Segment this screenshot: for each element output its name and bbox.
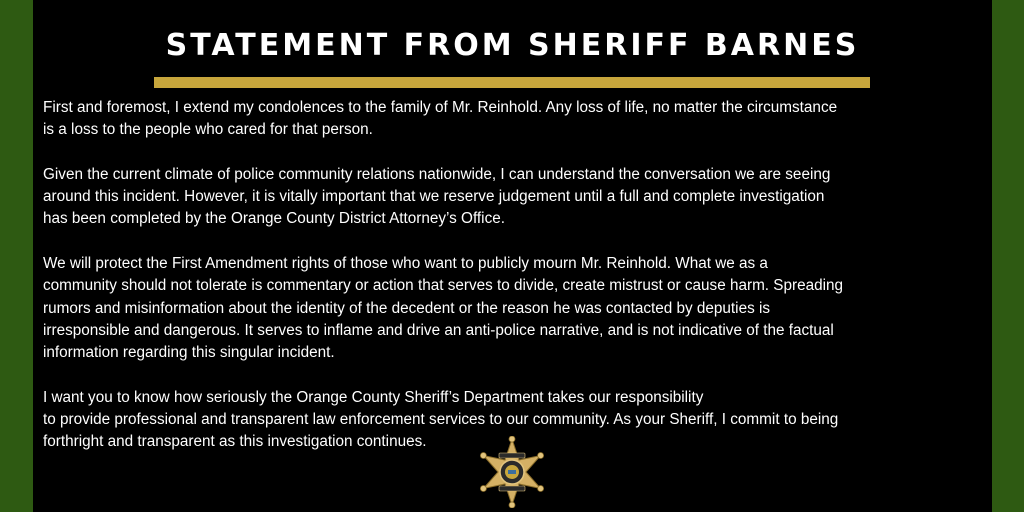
statement-line: has been completed by the Orange County District Attorney’s Office. — [43, 210, 505, 228]
statement-paragraph-3 — [43, 253, 983, 364]
statement-line: First and foremost, I extend my condolences to the family of Mr. Reinhold. Any loss of life, no matter the circumstance — [43, 99, 838, 116]
statement-line: around this incident. However, it is vitally important that we reserve judgement until a full and complete investigation — [43, 188, 825, 206]
sheriff-star-badge-icon — [476, 436, 548, 508]
statement-line: Given the current climate of police community relations nationwide, I can understand the conversation we are seeing — [43, 165, 831, 183]
statement-line: forthright and transparent as this investigation continues. — [43, 433, 427, 451]
statement-line: community should not tolerate is commentary or action that serves to divide, create mistrust or cause harm. Spreading — [43, 277, 844, 295]
statement-line: irresponsible and dangerous. It serves to inflame and drive an anti-police narrative, and is not indicative of the factual — [43, 321, 834, 339]
statement-paragraph-2 — [43, 164, 983, 231]
statement-line: We will protect the First Amendment rights of those who want to publicly mourn Mr. Reinhold. What we as a — [43, 255, 768, 273]
statement-line: information regarding this singular incident. — [43, 344, 335, 362]
statement-line: is a loss to the people who cared for that person. — [43, 121, 373, 139]
statement-paragraph-1 — [43, 97, 983, 142]
statement-body — [43, 97, 983, 476]
statement-line: I want you to know how seriously the Orange County Sheriff’s Department takes our responsibility — [43, 388, 704, 406]
title-underline — [154, 77, 870, 88]
page-title: STATEMENT FROM SHERIFF BARNES — [165, 28, 860, 63]
statement-line: to provide professional and transparent law enforcement services to our community. As your Sheriff, I commit to being — [43, 411, 839, 429]
statement-line: rumors and misinformation about the identity of the decedent or the reason he was contacted by deputies is — [43, 299, 771, 317]
statement-panel — [33, 0, 992, 512]
